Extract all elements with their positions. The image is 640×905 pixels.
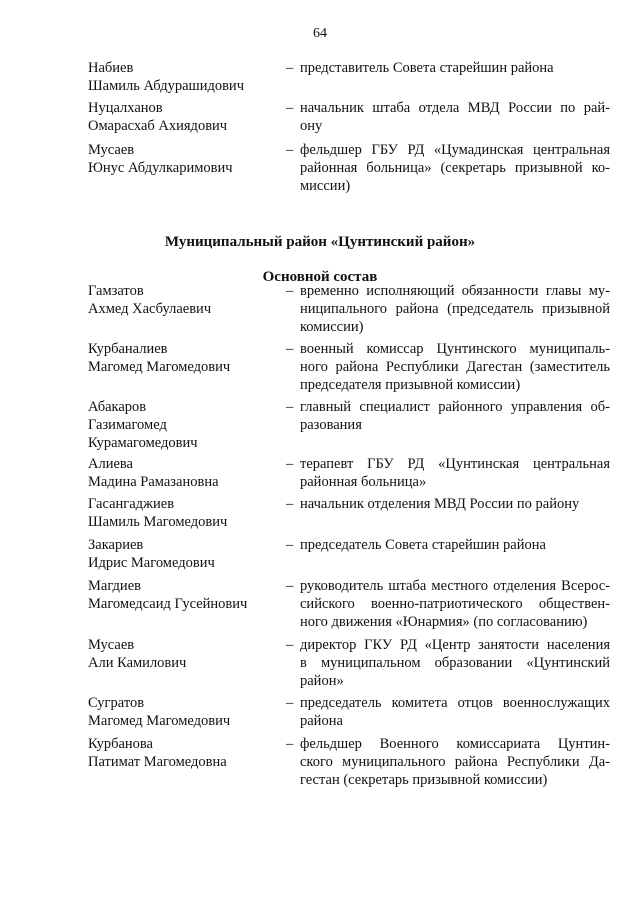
person-role — [300, 577, 610, 631]
role-line: председатель Совета старейшин района — [300, 537, 546, 553]
person-name — [88, 636, 276, 672]
name-line: Гамзатов — [88, 283, 144, 299]
role-line: сийского военно-патриотического обществен- — [300, 596, 610, 612]
dash-separator: – — [286, 399, 294, 415]
name-line: Гасангаджиев — [88, 496, 175, 512]
person-name — [88, 694, 276, 730]
name-line: Закариев — [88, 537, 144, 553]
person-role — [300, 636, 610, 690]
name-line: Магомед Магомедович — [88, 713, 231, 729]
name-line: Патимат Магомедовна — [88, 754, 227, 770]
page-number: 64 — [313, 26, 327, 41]
role-line: миссии) — [300, 178, 351, 194]
name-line: Газимагомед — [88, 417, 167, 433]
name-line: Сугратов — [88, 695, 145, 711]
role-line: ного движения «Юнармия» (по согласованию) — [300, 614, 588, 630]
role-line: район» — [300, 673, 344, 689]
name-line: Абакаров — [88, 399, 147, 415]
dash-separator: – — [286, 142, 294, 158]
role-line: директор ГКУ РД «Центр занятости населения — [300, 637, 610, 653]
person-name — [88, 577, 276, 613]
dash-separator: – — [286, 736, 294, 752]
person-name — [88, 59, 276, 95]
person-role — [300, 59, 610, 77]
name-line: Шамиль Магомедович — [88, 514, 228, 530]
name-line: Мадина Рамазановна — [88, 474, 219, 490]
dash-separator: – — [286, 578, 294, 594]
name-line: Юнус Абдулкаримович — [88, 160, 233, 176]
role-line: главный специалист районного управления об- — [300, 399, 610, 415]
name-line: Мусаев — [88, 637, 135, 653]
dash-separator: – — [286, 496, 294, 512]
name-line: Али Камилович — [88, 655, 187, 671]
person-role — [300, 99, 610, 135]
dash-separator: – — [286, 456, 294, 472]
role-line: временно исполняющий обязанности главы му- — [300, 283, 610, 299]
dash-separator: – — [286, 60, 294, 76]
role-line: ниципального района (председатель призывной — [300, 301, 610, 317]
section-heading: Основной состав — [262, 269, 378, 285]
person-name — [88, 536, 276, 572]
role-line: ону — [300, 118, 323, 134]
role-line: фельдшер Военного комиссариата Цунтин- — [300, 736, 610, 752]
name-line: Идрис Магомедович — [88, 555, 215, 571]
role-line: районная больница» — [300, 474, 427, 490]
role-line: ного района Республики Дагестан (заместитель — [300, 359, 610, 375]
dash-separator: – — [286, 637, 294, 653]
dash-separator: – — [286, 283, 294, 299]
role-line: районная больница» (секретарь призывной ко- — [300, 160, 610, 176]
person-role — [300, 694, 610, 730]
role-line: гестан (секретарь призывной комиссии) — [300, 772, 548, 788]
dash-separator: – — [286, 341, 294, 357]
role-line: председатель комитета отцов военнослужащих — [300, 695, 610, 711]
role-line: представитель Совета старейшин района — [300, 60, 554, 76]
name-line: Магдиев — [88, 578, 141, 594]
name-line: Набиев — [88, 60, 134, 76]
name-line: Нуцалханов — [88, 100, 163, 116]
role-line: ского муниципального района Республики Да- — [300, 754, 610, 770]
person-role — [300, 536, 610, 554]
name-line: Шамиль Абдурашидович — [88, 78, 244, 94]
person-role — [300, 340, 610, 394]
person-role — [300, 735, 610, 789]
name-line: Курбанова — [88, 736, 153, 752]
person-name — [88, 340, 276, 376]
person-name — [88, 455, 276, 491]
role-line: начальник штаба отдела МВД России по рай- — [300, 100, 610, 116]
person-role — [300, 455, 610, 491]
person-role — [300, 282, 610, 336]
role-line: военный комиссар Цунтинского муниципаль- — [300, 341, 610, 357]
role-line: председателя призывной комиссии) — [300, 377, 521, 393]
role-line: района — [300, 713, 343, 729]
person-name — [88, 282, 276, 318]
dash-separator: – — [286, 100, 294, 116]
name-line: Курбаналиев — [88, 341, 168, 357]
name-line: Магомед Магомедович — [88, 359, 231, 375]
dash-separator: – — [286, 695, 294, 711]
district-heading: Муниципальный район «Цунтинский район» — [164, 234, 476, 250]
person-name — [88, 99, 276, 135]
person-name — [88, 495, 276, 531]
person-name — [88, 398, 276, 452]
person-role — [300, 398, 610, 434]
person-role — [300, 495, 610, 513]
role-line: начальник отделения МВД России по району — [300, 496, 580, 512]
name-line: Магомедсаид Гусейнович — [88, 596, 248, 612]
person-role — [300, 141, 610, 195]
name-line: Курамагомедович — [88, 435, 198, 451]
name-line: Омарасхаб Ахиядович — [88, 118, 228, 134]
role-line: комиссии) — [300, 319, 364, 335]
dash-separator: – — [286, 537, 294, 553]
name-line: Алиева — [88, 456, 133, 472]
role-line: разования — [300, 417, 362, 433]
name-line: Мусаев — [88, 142, 135, 158]
person-name — [88, 735, 276, 771]
role-line: руководитель штаба местного отделения Всерос- — [300, 578, 610, 594]
person-name — [88, 141, 276, 177]
role-line: в муниципальном образовании «Цунтинский — [300, 655, 610, 671]
name-line: Ахмед Хасбулаевич — [88, 301, 212, 317]
role-line: фельдшер ГБУ РД «Цумадинская центральная — [300, 142, 610, 158]
role-line: терапевт ГБУ РД «Цунтинская центральная — [300, 456, 610, 472]
